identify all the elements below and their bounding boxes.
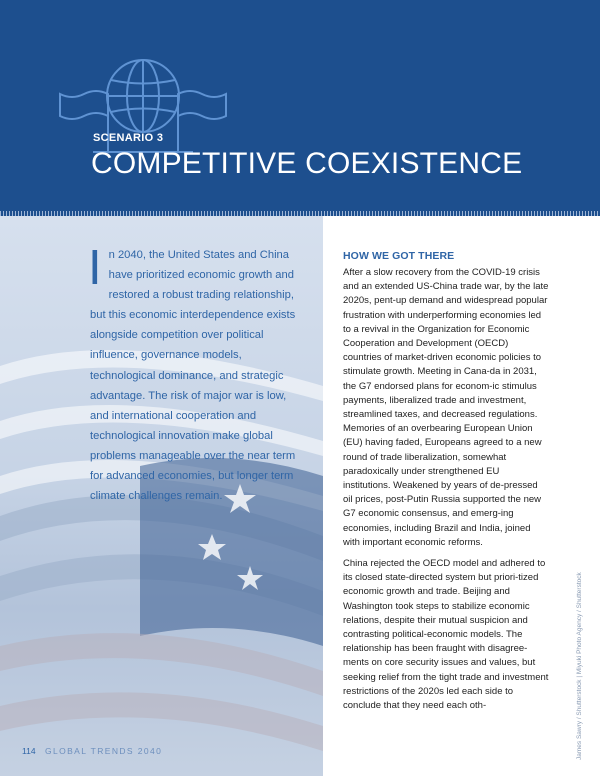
intro-text: prioritized economic growth and restored a robust trading relationship, but this economic interdependence exists alongside competition over political influence, governance models, technological dominance, and strategic advantage. The risk of major war is low, and international cooperation and technological innovation make global problems manageable over the near term for advanced economies, but longer term climate challenges remain. (90, 269, 296, 503)
page-title: COMPETITIVE COEXISTENCE (91, 147, 523, 180)
scenario-label: SCENARIO 3 (93, 132, 164, 144)
header-band (0, 0, 600, 215)
body-paragraph: China rejected the OECD model and adhered to its closed state-directed system but priori-tized economic growth and trade. Beijing and Washington took steps to stabilize economic relations, despite their mutual suspicion and contrasting political-economic models. The relationship has been fraught with disagree-ments on core security issues and values, but seeking relief from the tight trade and investment restrictions of the 2020s led each side to conclude that they need each oth- (343, 558, 549, 712)
drop-cap: I (88, 241, 102, 295)
photo-credit: James Sawry / Shutterstock | Miyuki Photo Agency / Shutterstock (576, 572, 583, 760)
page-footer (22, 746, 162, 756)
intro-paragraph (88, 241, 308, 506)
how-we-got-there-section (343, 250, 549, 713)
page-number: 114 (22, 746, 36, 756)
publication-name: GLOBAL TRENDS 2040 (44, 746, 163, 756)
section-heading: HOW WE GOT THERE (343, 250, 455, 262)
intro-first-line: n 2040, the United States and China have (108, 249, 289, 282)
body-paragraph: After a slow recovery from the COVID-19 crisis and an extended US-China trade war, by the late 2020s, pent-up demand and widespread popular frustration with underperforming economies led to a revival in the Organization for Economic Cooperation and Development (OECD) countries of market-driven economic policies to stimulate growth. Meeting in Cana-da in 2031, the G7 endorsed plans for econom-ic stimulus payments, liberalized trade and investment, streamlined taxes, and decreased regulations. Memories of an overbearing European Union (EU) having faded, Europeans agreed to a new round of trade liberalization, somewhat paradoxically under strengthened EU institutions. Weakened by years of de-pressed oil prices, post-Putin Russia supported the new G7 economic consensus, and emerg-ing economies, including Brazil and India, joined with important economic reforms. (343, 267, 549, 548)
